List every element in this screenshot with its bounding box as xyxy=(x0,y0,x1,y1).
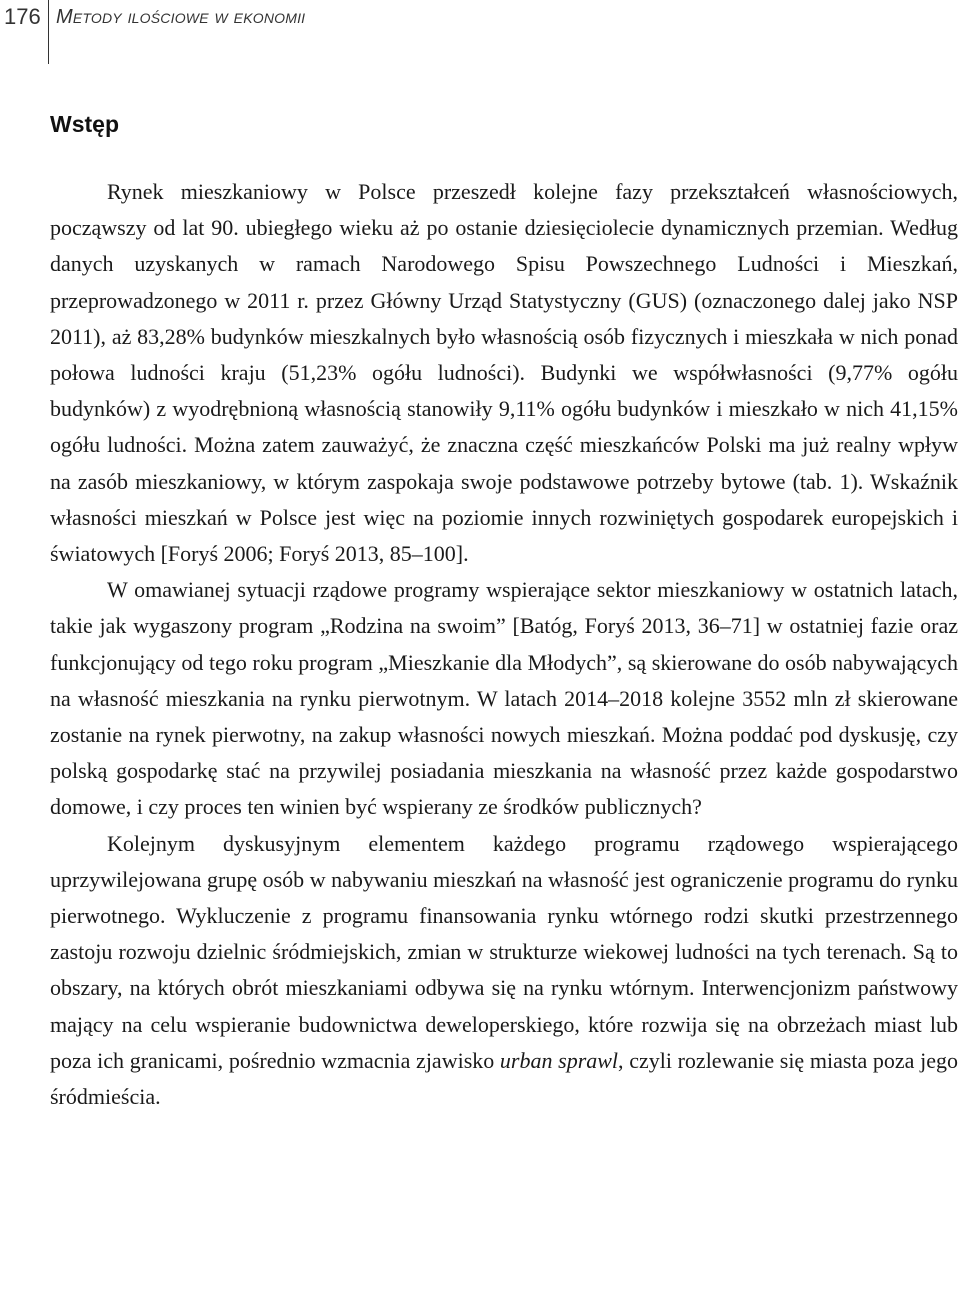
page-header xyxy=(0,0,960,40)
section-heading: Wstęp xyxy=(50,111,119,137)
header-divider xyxy=(48,0,49,64)
running-title: Metody ilościowe w ekonomii xyxy=(56,6,306,28)
page-number: 176 xyxy=(4,4,41,29)
paragraph-1: Rynek mieszkaniowy w Polsce przeszedł kolejne fazy przekształceń własnościowych, począwszy od lat 90. ubiegłego wieku aż po ostanie dziesięciolecie dynamicznych przemian. Według danych uzyskanych w ramach Narodowego Spisu Powszechnego Ludności i Mieszkań, przeprowadzonego w 2011 r. przez Główny Urząd Statystyczny (GUS) (oznaczonego dalej jako NSP 2011), aż 83,28% budynków mieszkalnych było własnością osób fizycznych i mieszkała w nich ponad połowa ludności kraju (51,23% ogółu ludności). Budynki we współwłasności (9,77% ogółu budynków) z wyodrębnioną własnością stanowiły 9,11% ogółu budynków i mieszkało w nich 41,15% ogółu ludności. Można zatem zauważyć, że znaczna część mieszkańców Polski ma już realny wpływ na zasób mieszkaniowy, w którym zaspokaja swoje podstawowe potrzeby bytowe (tab. 1). Wskaźnik własności mieszkań w Polsce jest więc na poziomie innych rozwiniętych gospodarek europejskich i światowych [Foryś 2006; Foryś 2013, 85–100]. xyxy=(50,179,958,567)
paragraph-3 xyxy=(50,826,958,1116)
paragraph-3-text-before: Kolejnym dyskusyjnym elementem każdego programu rządowego wspierającego uprzywilejowana grupę osób w nabywaniu mieszkań na własność jest ograniczenie programu do rynku pierwotnego. Wykluczenie z programu finansowania rynku wtórnego rodzi skutki przestrzennego zastoju rozwoju dzielnic śródmiejskich, zmian w strukturze wiekowej ludności na tych terenach. Są to obszary, na których obrót mieszkaniami odbywa się na rynku wtórnym. Interwencjonizm państwowy mający na celu wspieranie budownictwa deweloperskiego, które rozwija się na obrzeżach miast lub poza ich granicami, pośrednio wzmacnia zjawisko xyxy=(50,830,958,1073)
paragraph-3-text-after: , czyli rozlewanie się miasta poza jego śródmieścia. xyxy=(50,1047,958,1110)
paragraph-2: W omawianej sytuacji rządowe programy wspierające sektor mieszkaniowy w ostatnich latach, takie jak wygaszony program „Rodzina na swoim” [Batóg, Foryś 2013, 36–71] w ostatniej fazie oraz funkcjonujący od tego roku program „Mieszkanie dla Młodych”, są skierowane do osób nabywających na własność mieszkania na rynku pierwotnym. W latach 2014–2018 kolejne 3552 mln zł skierowane zostanie na rynek pierwotny, na zakup własności nowych mieszkań. Można poddać pod dyskusję, czy polską gospodarkę stać na przywilej posiadania mieszkania na własność przez każde gospodarstwo domowe, i czy proces ten winien być wspierany ze środków publicznych? xyxy=(50,577,958,820)
italic-term: urban sprawl xyxy=(499,1047,619,1073)
body-text xyxy=(50,174,958,1115)
